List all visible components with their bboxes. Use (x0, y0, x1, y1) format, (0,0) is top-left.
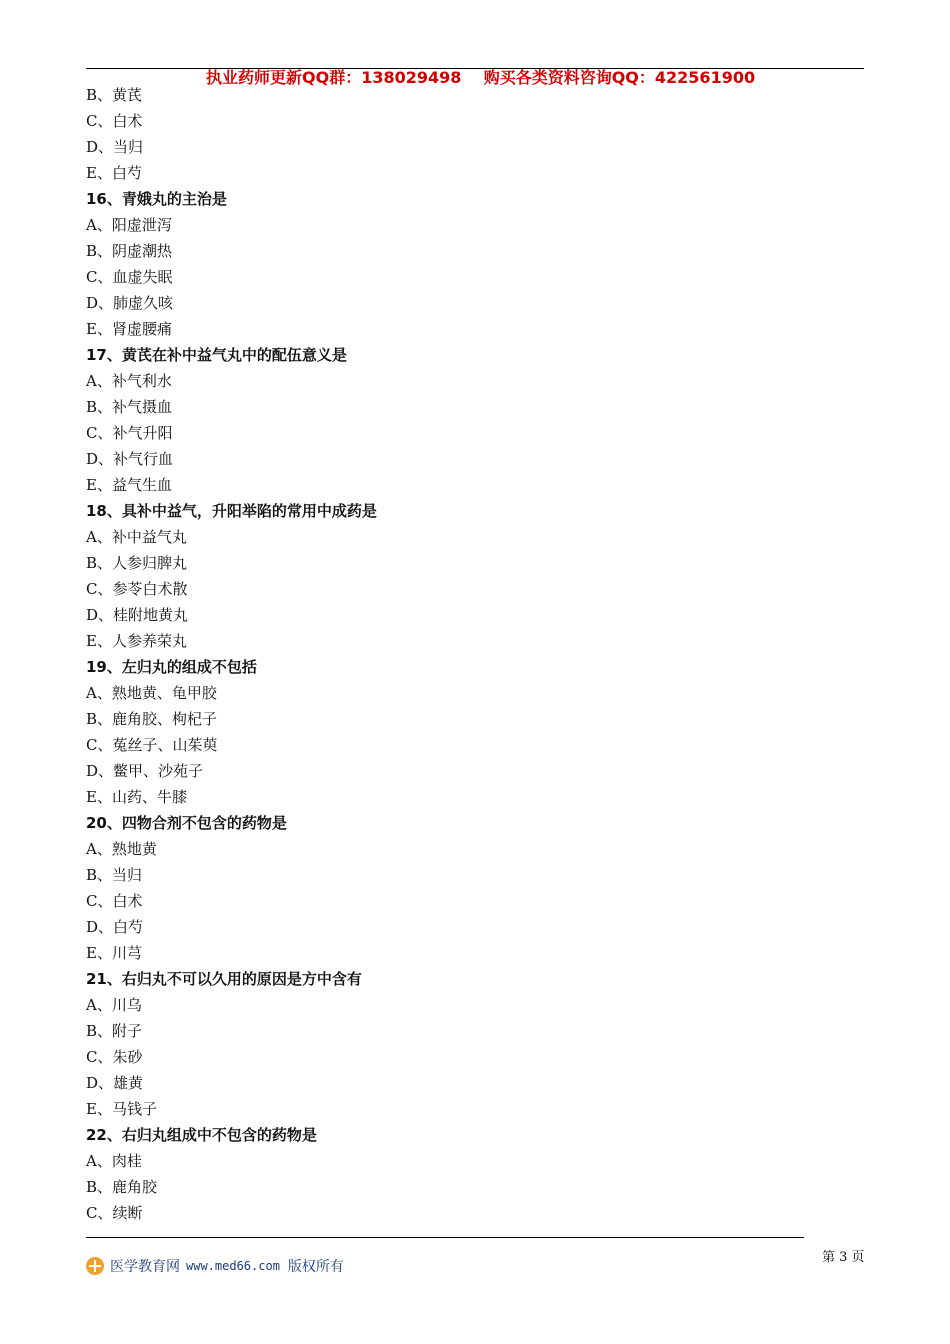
answer-option: C、补气升阳 (86, 424, 173, 442)
answer-option: C、白术 (86, 112, 143, 130)
answer-option: B、附子 (86, 1022, 143, 1040)
document-body (86, 82, 826, 1226)
answer-option: A、肉桂 (86, 1152, 142, 1170)
page-header (86, 42, 864, 87)
answer-option: E、益气生血 (86, 476, 172, 494)
answer-option: D、桂附地黄丸 (86, 606, 189, 624)
question-stem: 18、具补中益气，升阳举陷的常用中成药是 (86, 502, 377, 520)
answer-option: A、川乌 (86, 996, 142, 1014)
answer-option: B、黄芪 (86, 86, 143, 104)
answer-option: A、熟地黄 (86, 840, 157, 858)
answer-option: B、阴虚潮热 (86, 242, 173, 260)
answer-option: D、当归 (86, 138, 144, 156)
answer-option: D、补气行血 (86, 450, 174, 468)
answer-option: D、鳖甲、沙苑子 (86, 762, 204, 780)
footer-brand (86, 1256, 344, 1276)
answer-option: C、白术 (86, 892, 143, 910)
answer-option: A、补气利水 (86, 372, 172, 390)
answer-option: A、补中益气丸 (86, 528, 187, 546)
answer-option: D、雄黄 (86, 1074, 144, 1092)
answer-option: A、熟地黄、龟甲胶 (86, 684, 217, 702)
answer-option: C、续断 (86, 1204, 143, 1222)
question-stem: 17、黄芪在补中益气丸中的配伍意义是 (86, 346, 347, 364)
answer-option: B、当归 (86, 866, 143, 884)
answer-option: C、朱砂 (86, 1048, 143, 1066)
answer-option: E、川芎 (86, 944, 142, 962)
answer-option: E、马钱子 (86, 1100, 157, 1118)
answer-option: B、鹿角胶 (86, 1178, 158, 1196)
answer-option: E、山药、牛膝 (86, 788, 187, 806)
footer-logo-name: 医学教育网 (110, 1259, 180, 1275)
answer-option: C、菟丝子、山茱萸 (86, 736, 218, 754)
question-stem: 16、青娥丸的主治是 (86, 190, 227, 208)
question-stem: 21、右归丸不可以久用的原因是方中含有 (86, 970, 362, 988)
answer-option: C、血虚失眠 (86, 268, 173, 286)
answer-option: B、补气摄血 (86, 398, 173, 416)
answer-option: E、人参养荣丸 (86, 632, 187, 650)
question-stem: 20、四物合剂不包含的药物是 (86, 814, 287, 832)
footer-url: www.med66.com (186, 1259, 280, 1273)
answer-option: A、阳虚泄泻 (86, 216, 172, 234)
answer-option: B、人参归脾丸 (86, 554, 188, 572)
answer-option: E、白芍 (86, 164, 142, 182)
answer-option: E、肾虚腰痛 (86, 320, 172, 338)
answer-option: C、参苓白术散 (86, 580, 188, 598)
question-stem: 19、左归丸的组成不包括 (86, 658, 257, 676)
answer-option: B、鹿角胶、枸杞子 (86, 710, 218, 728)
footer-divider (86, 1237, 804, 1238)
question-stem: 22、右归丸组成中不包含的药物是 (86, 1126, 317, 1144)
page-number: 第 3 页 (822, 1250, 865, 1265)
med66-logo-icon (86, 1257, 104, 1275)
header-text: 执业药师更新QQ群：138029498 购买各类资料咨询QQ：422561900 (206, 68, 756, 87)
answer-option: D、肺虚久咳 (86, 294, 174, 312)
answer-option: D、白芍 (86, 918, 144, 936)
footer-rights: 版权所有 (287, 1259, 344, 1275)
